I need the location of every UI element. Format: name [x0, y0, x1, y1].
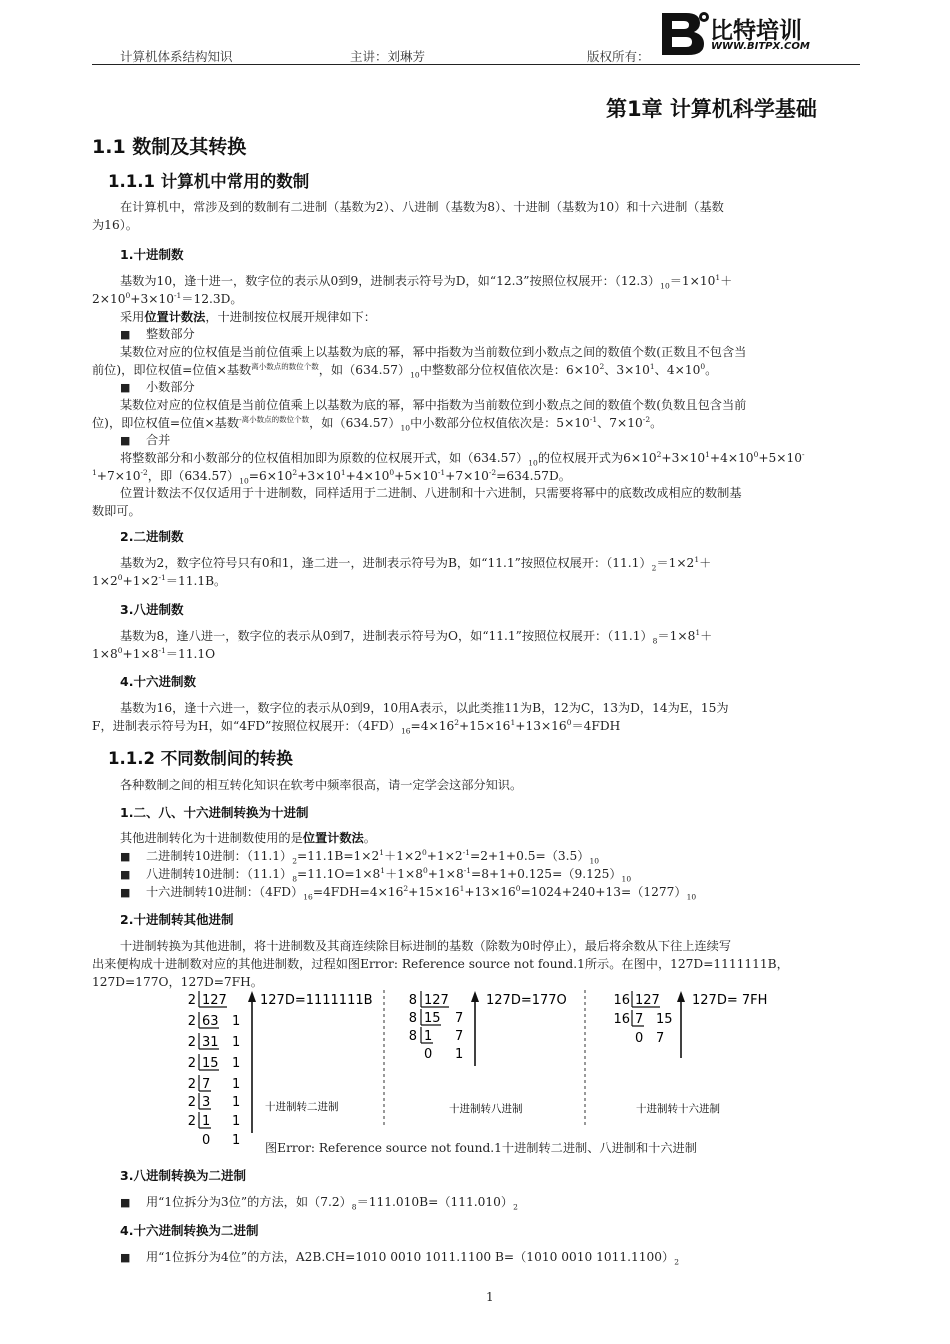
conversion-intro: 各种数制之间的相互转化知识在软考中频率很高，请一定学会这部分知识。	[120, 778, 523, 792]
ladder-divisor: 16	[613, 993, 630, 1008]
from-decimal-line-3: 127D=177O，127D=7FH。	[92, 975, 263, 989]
ladder-divisor: 16	[613, 1012, 630, 1027]
hex-line-1: 基数为16，逢十六进一，数字位的表示从0到9，10用A表示，以此类推11为B，12为C，13为D，14为E，15为	[120, 701, 729, 715]
hex-division-ladder	[613, 991, 672, 1046]
hex-to-binary-heading: 4.十六进制转换为二进制	[120, 1223, 259, 1238]
ladder-divisor: 2	[187, 1056, 196, 1071]
fraction-part-line-2: 位)，即位权值=位值×基数$^{-离小数点的数位个数}$，如$(634.57)_{10}$中小数部分位权值依次是：$5\times 10^{-1}$、$7\times 10^{-2}$。	[92, 414, 663, 433]
octal-label: 十进制转八进制	[449, 1103, 523, 1115]
intro-line-2: 为16）。	[92, 218, 138, 232]
from-decimal-heading: 2.十进制转其他进制	[120, 912, 234, 927]
section-1-1-2-heading: 1.1.2 不同数制间的转换	[108, 749, 293, 768]
ladder-divisor: 2	[187, 1014, 196, 1029]
ladder-quotient: 0	[635, 1031, 644, 1046]
binary-line-1: 基数为2，数字位符号只有0和1，逢二进一，进制表示符号为B，如“11.1”按照位权展开：$(11.1)_2=1\times 2^1+$	[120, 554, 712, 573]
ladder-quotient: 63	[202, 1014, 219, 1029]
ladder-divisor: 2	[187, 1095, 196, 1110]
binary-heading: 2.二进制数	[120, 529, 184, 544]
header-lecturer: 主讲：刘琳芳	[350, 49, 426, 64]
integer-part-line-2: 前位)，即位权值=位值×基数$^{离小数点的数位个数}$，如$(634.57)_{10}$中整数部分位权值依次是：$6\times 10^2$、$3\times 10^1$、$4\times 10^0$。	[92, 361, 718, 380]
merge-line-2: $^1+7\times 10^{-2}$，即$(634.57)_{10}=6\times 10^2+3\times 10^1+4\times 10^0+5\times 10^{-1}+7\times 10^{-2}=634.57D$。	[92, 467, 571, 486]
ladder-divisor: 2	[187, 993, 196, 1008]
ladder-quotient: 3	[202, 1095, 211, 1110]
logo-icon	[656, 9, 712, 57]
decimal-para-line-2: $2\times 10^0+3\times 10^{-1}=12.3D$。	[92, 290, 243, 306]
ladder-divisor: 8	[408, 1011, 417, 1026]
ladder-quotient: 1	[424, 1029, 433, 1044]
ladder-remainder: 1	[232, 1056, 241, 1071]
binary-result: 127D=1111111B	[260, 993, 373, 1008]
decimal-para-line-1: 基数为10，逢十进一，数字位的表示从0到9，进制表示符号为D，如“12.3”按照位权展开：$(12.3)_{10}=1\times 10^1+$	[120, 272, 733, 291]
bullet-icon: ■	[120, 868, 131, 881]
bullet-icon: ■	[120, 1251, 131, 1264]
ladder-remainder: 7	[455, 1029, 464, 1044]
ladder-remainder: 1	[232, 1035, 241, 1050]
to-decimal-bullet-octal: ■ 八进制转10进制：$(11.1)_8=11.1O=1\times 8^1+1\times 8^0+1\times 8^{-1}=8+1+0.125=(9.125)_{10}$	[120, 865, 632, 884]
ladder-remainder: 7	[455, 1011, 464, 1026]
merge-title: ■ 合并	[120, 433, 171, 447]
method-line: 采用位置计数法，十进制按位权展开规律如下：	[120, 310, 376, 324]
ladder-quotient: 15	[424, 1011, 441, 1026]
chapter-title: 第1章 计算机科学基础	[606, 97, 817, 121]
octal-division-ladder	[409, 991, 464, 1062]
ladder-quotient: 1	[202, 1114, 211, 1129]
from-decimal-line-1: 十进制转换为其他进制，将十进制数及其商连续除目标进制的基数（除数为0时停止），最后将余数从下往上连续写	[120, 939, 732, 953]
brand-url: WWW.BITPX.COM	[711, 41, 810, 52]
hex-arrow-head	[677, 991, 685, 1002]
ladder-remainder: 1	[455, 1047, 464, 1062]
brand-name: 比特培训	[710, 18, 802, 44]
ladder-divisor: 8	[408, 1029, 417, 1044]
ladder-remainder: 1	[232, 1077, 241, 1092]
binary-arrow-head	[248, 991, 256, 1002]
bullet-icon: ■	[120, 328, 131, 341]
decimal-heading: 1.十进制数	[120, 247, 184, 262]
ladder-quotient: 127	[202, 993, 227, 1008]
octal-to-binary-bullet: ■ 用“1位拆分为3位”的方法，如$(7.2)_8=111.010B=(111.010)_2$	[120, 1195, 518, 1212]
ladder-quotient: 31	[202, 1035, 219, 1050]
ladder-quotient: 0	[202, 1133, 211, 1148]
ladder-quotient: 7	[635, 1012, 644, 1027]
ladder-quotient: 127	[635, 993, 660, 1008]
bullet-icon: ■	[120, 886, 131, 899]
octal-line-2: $1\times 8^0+1\times 8^{-1}=11.1O$	[92, 645, 216, 661]
page-number: 1	[486, 1290, 494, 1304]
header-rule	[92, 64, 860, 65]
ladder-quotient: 0	[424, 1047, 433, 1062]
octal-result: 127D=177O	[486, 993, 567, 1008]
hex-heading: 4.十六进制数	[120, 674, 196, 689]
octal-to-binary-heading: 3.八进制转换为二进制	[120, 1168, 246, 1183]
section-1-1-heading: 1.1 数制及其转换	[92, 136, 247, 158]
ladder-divisor: 8	[408, 993, 417, 1008]
to-decimal-bullet-hex: ■ 十六进制转10进制：$(4FD)_{16}=4FDH=4\times 16^2+15\times 16^1+13\times 16^0=1024+240+13=(1277)_{10}$	[120, 883, 697, 902]
positional-line-1: 位置计数法不仅仅适用于十进制数，同样适用于二进制、八进制和十六进制，只需要将幂中的底数改成相应的数制基	[120, 486, 742, 500]
ladder-remainder: 1	[232, 1014, 241, 1029]
binary-division-ladder	[188, 991, 241, 1148]
to-decimal-heading: 1.二、八、十六进制转换为十进制	[120, 805, 309, 820]
fraction-part-title: ■ 小数部分	[120, 380, 195, 394]
header-course: 计算机体系结构知识	[120, 49, 233, 64]
from-decimal-line-2: 出来便构成十进制数对应的其他进制数，过程如图Error: Reference source not found.1所示。在图中，127D=1111111B，	[92, 957, 789, 971]
ladder-remainder: 1	[232, 1114, 241, 1129]
hex-to-binary-bullet: ■ 用“1位拆分为4位”的方法，A2B.CH=1010 0010 1011.1100 B=（1010 0010 $1011.1100)_2$	[120, 1250, 679, 1267]
ladder-divisor: 2	[187, 1035, 196, 1050]
ladder-divisor: 2	[187, 1114, 196, 1129]
section-1-1-1-heading: 1.1.1 计算机中常用的数制	[108, 172, 310, 191]
hex-label: 十进制转十六进制	[636, 1103, 720, 1115]
fraction-part-line-1: 某数位对应的位权值是当前位值乘上以基数为底的幂，幂中指数为当前数位到小数点之间的数值个数(负数且包含当前	[120, 398, 747, 412]
bullet-icon: ■	[120, 850, 131, 863]
octal-heading: 3.八进制数	[120, 602, 184, 617]
binary-line-2: $1\times 2^0+1\times 2^{-1}=11.1B$。	[92, 572, 227, 588]
integer-part-title: ■ 整数部分	[120, 327, 195, 341]
bullet-icon: ■	[120, 434, 131, 447]
ladder-remainder: 1	[232, 1133, 241, 1148]
ladder-quotient: 127	[424, 993, 449, 1008]
binary-label: 十进制转二进制	[265, 1101, 339, 1113]
header-copyright: 版权所有：	[587, 49, 650, 64]
figure-caption: 图Error: Reference source not found.1十进制转二进制、八进制和十六进制	[265, 1141, 697, 1155]
hex-line-2: F，进制表示符号为H，如“4FD”按照位权展开：$(4FD)_{16}=4\times 16^2+15\times 16^1+13\times 16^0=4FDH$	[92, 717, 621, 736]
merge-line-1: 将整数部分和小数部分的位权值相加即为原数的位权展开式，如$(634.57)_{10}$的位权展开式为$6\times 10^2+3\times 10^1+4\times 10^0+5\times 10^-$	[120, 449, 805, 468]
octal-arrow-head	[471, 991, 479, 1002]
bullet-icon: ■	[120, 1196, 131, 1209]
bullet-icon: ■	[120, 381, 131, 394]
ladder-remainder: 7	[656, 1031, 665, 1046]
to-decimal-intro: 其他进制转化为十进制数使用的是位置计数法。	[120, 831, 376, 845]
integer-part-line-1: 某数位对应的位权值是当前位值乘上以基数为底的幂，幂中指数为当前数位到小数点之间的数值个数(正数且不包含当	[120, 345, 747, 359]
ladder-quotient: 7	[202, 1077, 211, 1092]
to-decimal-bullet-binary: ■ 二进制转10进制：$(11.1)_2=11.1B=1\times 2^1+1\times 2^0+1\times 2^{-1}=2+1+0.5=(3.5)_{10}$	[120, 847, 600, 866]
intro-line-1: 在计算机中，常涉及到的数制有二进制（基数为2）、八进制（基数为8）、十进制（基数为10）和十六进制（基数	[120, 200, 724, 214]
octal-line-1: 基数为8，逢八进一，数字位的表示从0到7，进制表示符号为O，如“11.1”按照位权展开：$(11.1)_8=1\times 8^1+$	[120, 627, 713, 646]
ladder-remainder: 1	[232, 1095, 241, 1110]
ladder-quotient: 15	[202, 1056, 219, 1071]
ladder-divisor: 2	[187, 1077, 196, 1092]
ladder-remainder: 15	[656, 1012, 673, 1027]
positional-line-2: 数即可。	[92, 504, 141, 518]
hex-result: 127D= 7FH	[692, 993, 768, 1008]
